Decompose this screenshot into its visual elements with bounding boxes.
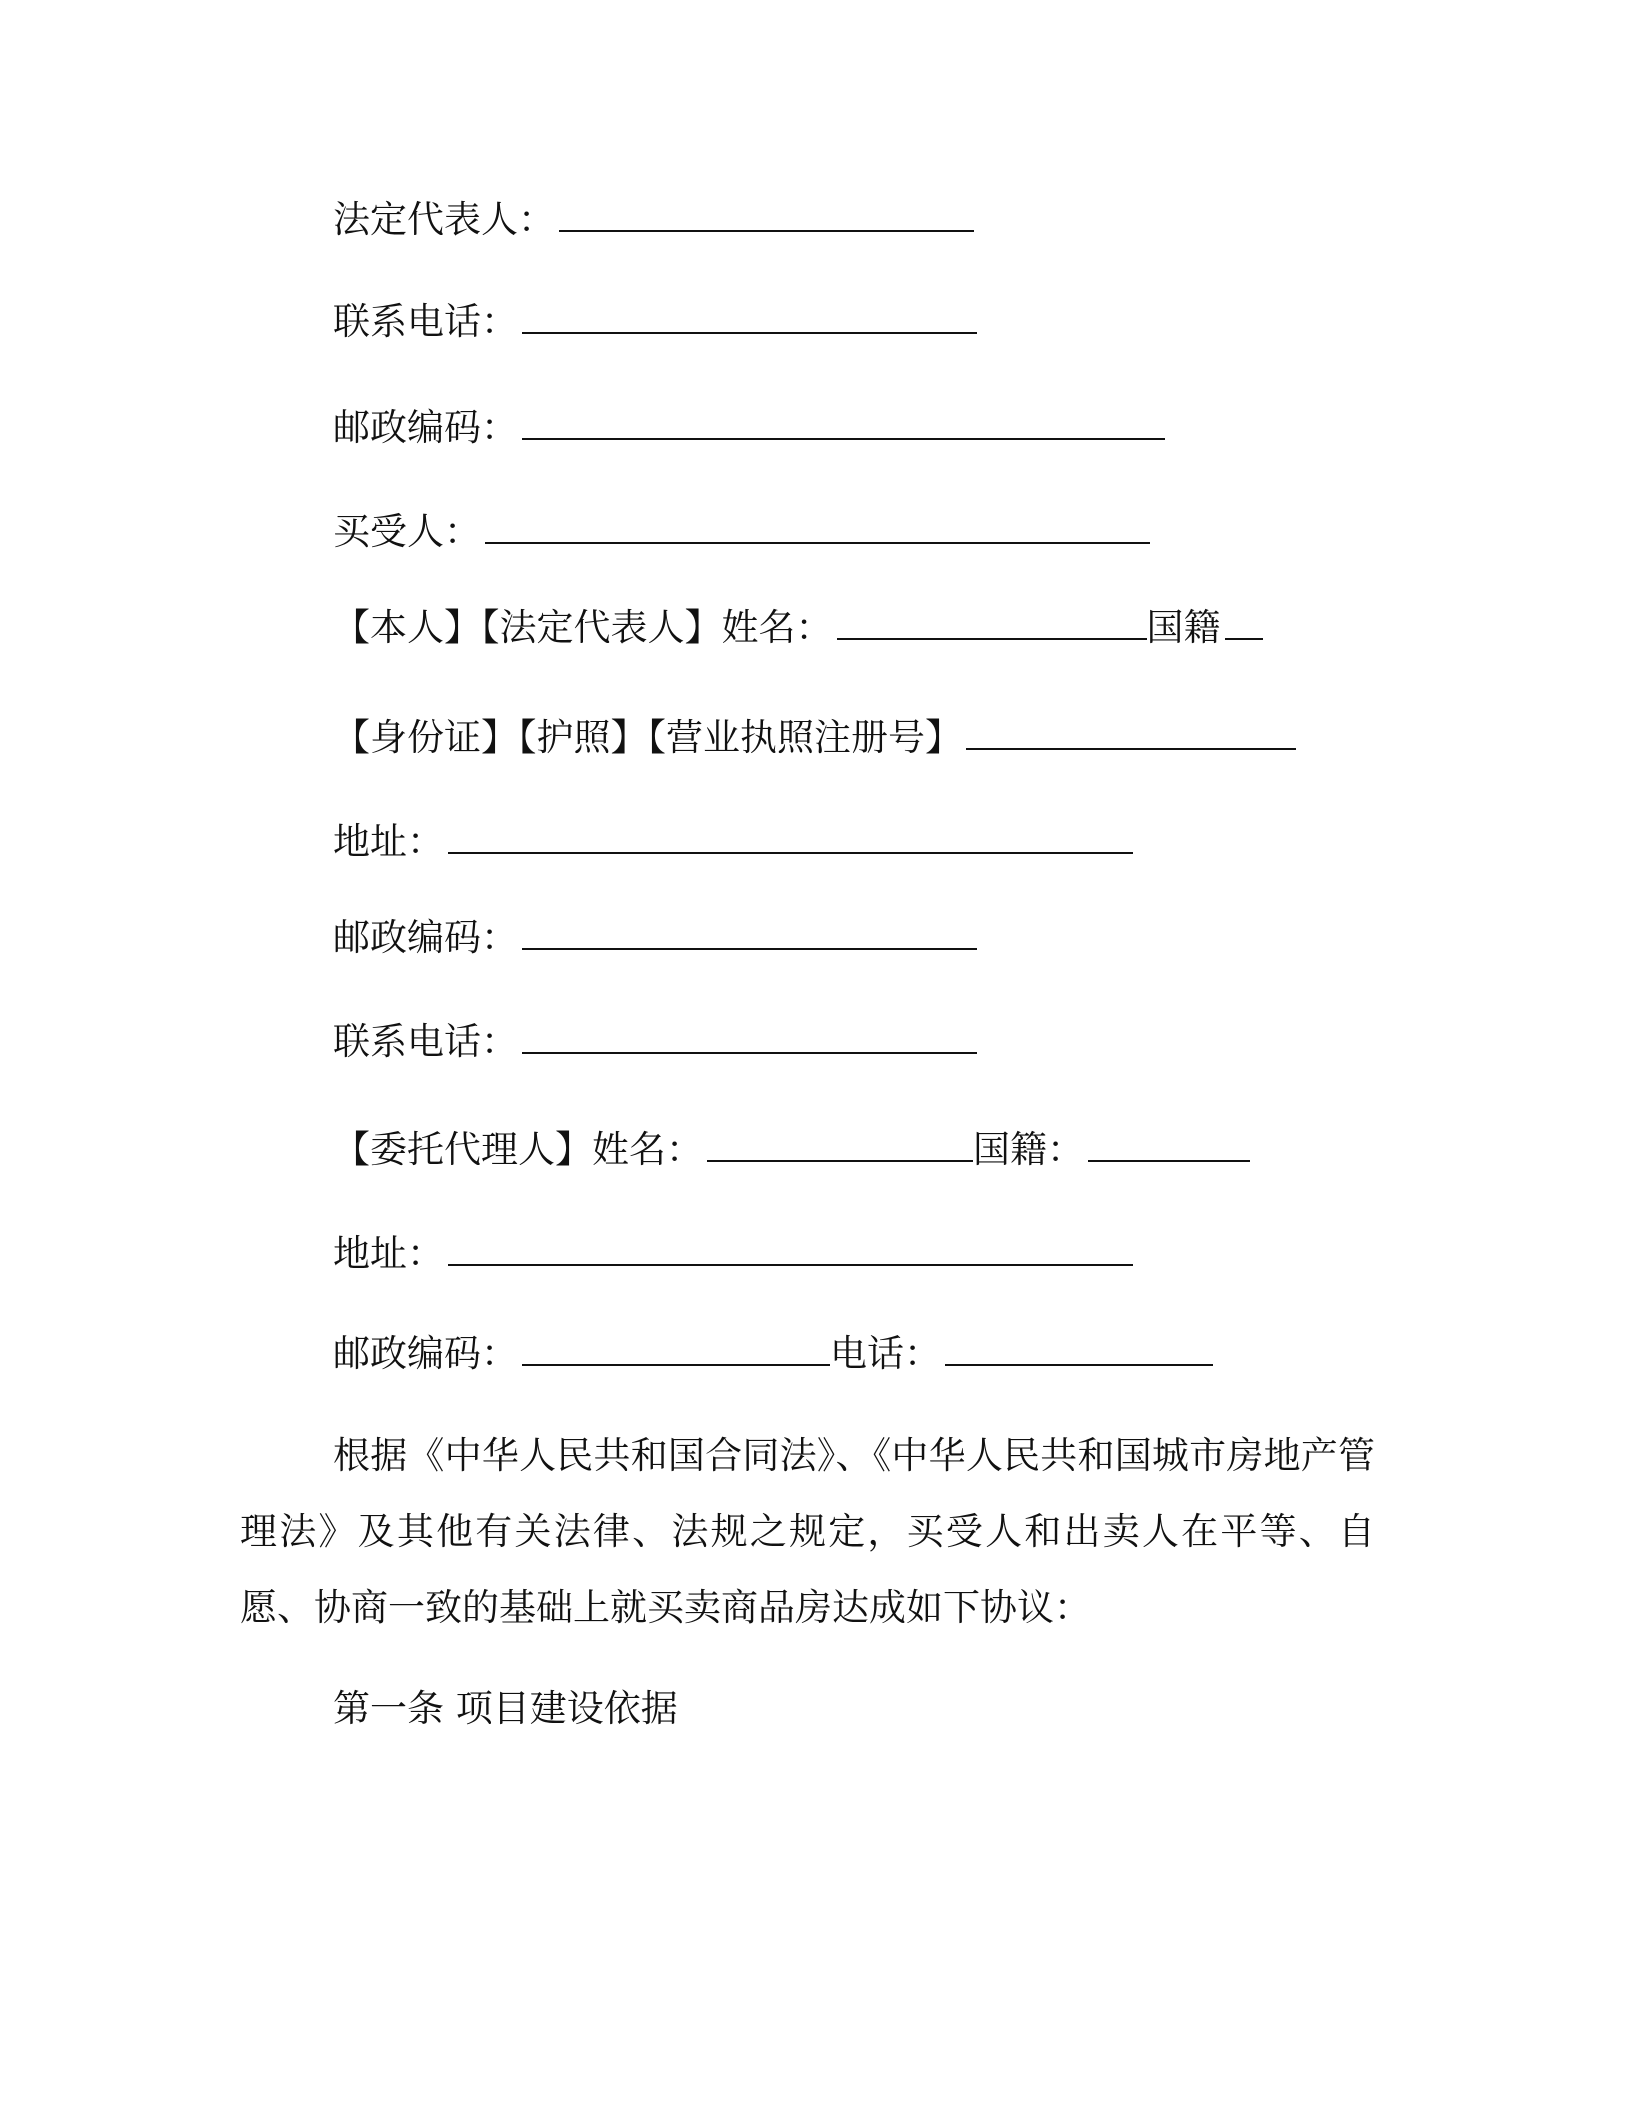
postal-code-field [333, 914, 977, 962]
section-heading: 第一条 项目建设依据 [333, 1687, 678, 1730]
field-label: 联系电话： [333, 300, 518, 343]
fill-in-blank[interactable] [522, 1330, 830, 1366]
contact-phone-field [333, 1018, 977, 1066]
fill-in-blank[interactable] [485, 508, 1150, 544]
field-label: 法定代表人： [333, 198, 555, 241]
field-label: 【本人】【法定代表人】姓名： [333, 606, 833, 649]
address-field [333, 818, 1133, 866]
buyer-name-nationality-field [333, 604, 1263, 652]
agreement-preamble-paragraph: 根据《中华人民共和国合同法》、《中华人民共和国城市房地产管理法》及其他有关法律、法规之规定，买受人和出卖人在平等、自愿、协商一致的基础上就买卖商品房达成如下协议： [240, 1434, 1375, 1629]
field-label: 地址： [333, 1232, 444, 1275]
field-label-nationality: 国籍： [973, 1128, 1084, 1171]
contact-phone-field [333, 298, 977, 346]
field-label: 【身份证】【护照】【营业执照注册号】 [333, 716, 962, 759]
field-label: 联系电话： [333, 1020, 518, 1063]
field-label: 地址： [333, 820, 444, 863]
fill-in-blank[interactable] [448, 1230, 1133, 1266]
postal-code-field [333, 404, 1165, 452]
field-label-phone: 电话： [830, 1332, 941, 1375]
fill-in-blank[interactable] [945, 1330, 1213, 1366]
fill-in-blank[interactable] [837, 604, 1147, 640]
agent-address-field [333, 1230, 1133, 1278]
fill-in-blank[interactable] [1088, 1126, 1250, 1162]
field-label: 邮政编码： [333, 916, 518, 959]
field-label: 邮政编码： [333, 1332, 518, 1375]
legal-representative-field [333, 196, 974, 244]
agent-name-nationality-field [333, 1126, 1250, 1174]
fill-in-blank[interactable] [966, 714, 1296, 750]
buyer-field [333, 508, 1150, 556]
fill-in-blank[interactable] [1225, 604, 1263, 640]
fill-in-blank[interactable] [522, 404, 1165, 440]
field-label: 邮政编码： [333, 406, 518, 449]
fill-in-blank[interactable] [522, 914, 977, 950]
id-document-field [333, 714, 1296, 762]
fill-in-blank[interactable] [448, 818, 1133, 854]
field-label-nationality: 国籍 [1146, 606, 1221, 649]
fill-in-blank[interactable] [707, 1126, 973, 1162]
agent-postal-phone-field [333, 1330, 1213, 1378]
fill-in-blank[interactable] [522, 1018, 977, 1054]
fill-in-blank[interactable] [522, 298, 977, 334]
fill-in-blank[interactable] [559, 196, 974, 232]
field-label: 买受人： [333, 510, 481, 553]
field-label: 【委托代理人】姓名： [333, 1128, 703, 1171]
